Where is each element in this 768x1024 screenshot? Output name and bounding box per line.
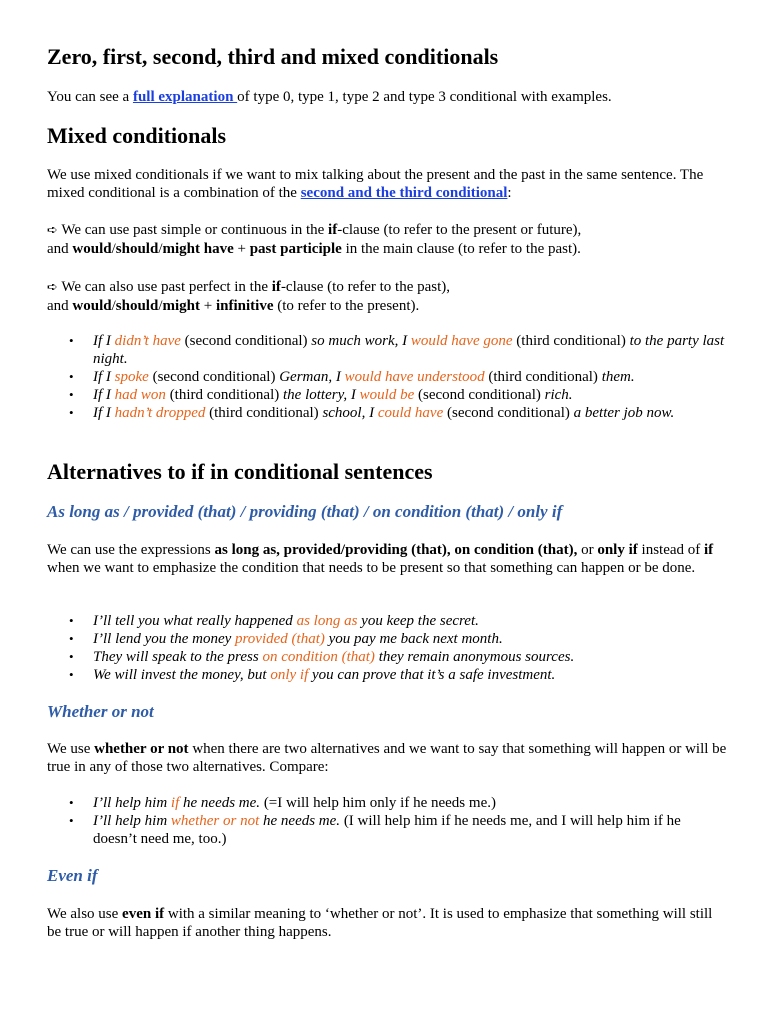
expressions-paragraph [47, 541, 727, 577]
example-text: I’ll help him [93, 813, 171, 829]
mixed-intro-end: : [507, 185, 512, 201]
example-note: (=I will help him only if he needs me.) [260, 795, 496, 811]
even-if-paragraph [47, 905, 727, 941]
intro-text: You can see a [47, 89, 133, 105]
para-bold: if [704, 542, 714, 558]
example-text: so much work, I [311, 333, 411, 349]
highlight: didn’t have [114, 333, 181, 349]
intro-paragraph [47, 88, 727, 106]
rule-one-might: might have [162, 241, 234, 257]
mixed-intro-text: We use mixed conditionals if we want to mix talking about the present and the past in the same sentence. The mixed conditional is a combination of the [47, 167, 704, 201]
rule-two-text: We can also use past perfect in the [57, 279, 272, 295]
example-text: If I [93, 369, 115, 385]
highlight: as long as [296, 613, 358, 629]
para-text: when we want to emphasize the condition that needs to be present so that something can happen or be done. [47, 560, 696, 576]
highlight: had won [114, 387, 166, 403]
rule-one-plus: + [233, 241, 250, 257]
para-text: or [577, 542, 598, 558]
rule-two-infinitive: infinitive [215, 298, 274, 314]
para-text: instead of [637, 542, 705, 558]
rule-two-plus: + [200, 298, 216, 314]
example-text: rich. [544, 387, 573, 403]
rule-one-should: should [115, 241, 159, 257]
example-label: (third conditional) [205, 405, 323, 421]
example-text: you pay me back next month. [324, 631, 503, 647]
rule-one-end: in the main clause (to refer to the past). [341, 241, 581, 257]
rule-two-if: if [271, 279, 281, 295]
para-text: with a similar meaning to ‘whether or not’. It is used to emphasize that something will still be true or will happen if another thing happens. [47, 906, 713, 940]
example-text: German, I [279, 369, 345, 385]
list-item [47, 612, 727, 630]
example-note: (I will help him if he needs me, and I will help him if he doesn’t need me, too.) [93, 813, 681, 847]
list-item [47, 332, 727, 368]
page-title: Zero, first, second, third and mixed conditionals [47, 44, 499, 69]
rule-two-would: would [72, 298, 112, 314]
example-text: he needs me. [259, 813, 341, 829]
rule-two: ➪ We can also use past perfect in the if-clause (to refer to the past), and would/should/might + infinitive (to refer to the present). [47, 279, 451, 314]
example-label: (second conditional) [414, 387, 545, 403]
example-text: he needs me. [179, 795, 261, 811]
rule-one-and: and [47, 241, 73, 257]
example-text: you keep the secret. [357, 613, 479, 629]
example-text: If I [93, 333, 115, 349]
example-text: a better job now. [573, 405, 675, 421]
example-text: I’ll tell you what really happened [93, 613, 297, 629]
example-text: school, I [322, 405, 378, 421]
para-bold: even if [122, 906, 165, 922]
second-third-conditional-link[interactable]: second and the third conditional [300, 185, 508, 201]
highlight: spoke [114, 369, 149, 385]
full-explanation-link[interactable]: full explanation [132, 89, 238, 105]
arrow-icon: ➪ [47, 280, 58, 295]
rule-two-might: might [162, 298, 200, 314]
example-text: We will invest the money, but [93, 667, 271, 683]
example-label: (second conditional) [443, 405, 574, 421]
rule-two-should: should [115, 298, 159, 314]
list-item [47, 666, 727, 684]
rule-one: ➪ We can use past simple or continuous in the if-clause (to refer to the present or future), and would/should/might have + past participle in the main clause (to refer to the past). [47, 222, 582, 257]
example-text: If I [93, 387, 115, 403]
highlight: on condition (that) [262, 649, 375, 665]
rule-one-text: We can use past simple or continuous in the [57, 222, 329, 238]
list-item [47, 794, 727, 812]
para-text: when there are two alternatives and we want to say that something will happen or will be true in any of those two alternatives. Compare: [47, 741, 727, 775]
highlight: whether or not [170, 813, 260, 829]
subheading-as-long-as: As long as / provided (that) / providing (that) / on condition (that) / only if [47, 502, 563, 521]
rule-two-clause: -clause (to refer to the past), [280, 279, 451, 295]
mixed-intro-paragraph [47, 166, 727, 202]
example-label: (second conditional) [148, 369, 280, 385]
example-label: (third conditional) [165, 387, 283, 403]
example-text: you can prove that it’s a safe investment. [308, 667, 556, 683]
para-text: We use [47, 741, 95, 757]
whether-examples-list [47, 794, 727, 848]
rule-one-would: would [72, 241, 112, 257]
rule-one-if: if [328, 222, 338, 238]
list-item [47, 648, 727, 666]
example-text: I’ll help him [93, 795, 171, 811]
highlight: provided (that) [235, 631, 325, 647]
rule-two-end: (to refer to the present). [273, 298, 420, 314]
rule-one-clause: -clause (to refer to the present or future), [337, 222, 582, 238]
example-label: (third conditional) [512, 333, 630, 349]
expressions-examples-list [47, 612, 727, 684]
mixed-conditionals-heading: Mixed conditionals [47, 123, 227, 148]
whether-paragraph [47, 740, 727, 776]
para-text: We can use the expressions [47, 542, 215, 558]
para-bold: whether or not [94, 741, 189, 757]
example-label: (third conditional) [484, 369, 602, 385]
highlight: would be [359, 387, 415, 403]
example-text: If I [93, 405, 115, 421]
highlight: hadn’t dropped [114, 405, 206, 421]
para-bold: as long as, provided/providing (that), on condition (that), [214, 542, 578, 558]
highlight: only if [270, 667, 309, 683]
highlight: if [170, 795, 180, 811]
para-bold: only if [597, 542, 638, 558]
list-item [47, 386, 727, 404]
list-item [47, 812, 727, 848]
subheading-whether-or-not: Whether or not [47, 702, 154, 721]
mixed-examples-list [47, 332, 727, 422]
highlight: would have gone [410, 333, 513, 349]
example-text: them. [601, 369, 635, 385]
arrow-icon: ➪ [47, 223, 58, 238]
intro-text-end: of type 0, type 1, type 2 and type 3 conditional with examples. [237, 89, 612, 105]
example-text: the lottery, I [283, 387, 360, 403]
example-text: to the party last night. [93, 333, 725, 367]
example-text: I’ll lend you the money [93, 631, 236, 647]
alternatives-heading: Alternatives to if in conditional sentences [47, 459, 433, 484]
list-item [47, 404, 727, 422]
subheading-even-if: Even if [47, 866, 98, 885]
example-label: (second conditional) [180, 333, 312, 349]
rule-one-participle: past participle [249, 241, 342, 257]
list-item [47, 630, 727, 648]
example-text: They will speak to the press [93, 649, 263, 665]
highlight: would have understood [344, 369, 485, 385]
example-text: they remain anonymous sources. [374, 649, 575, 665]
list-item [47, 368, 727, 386]
para-text: We also use [47, 906, 123, 922]
rule-two-and: and [47, 298, 73, 314]
highlight: could have [377, 405, 444, 421]
